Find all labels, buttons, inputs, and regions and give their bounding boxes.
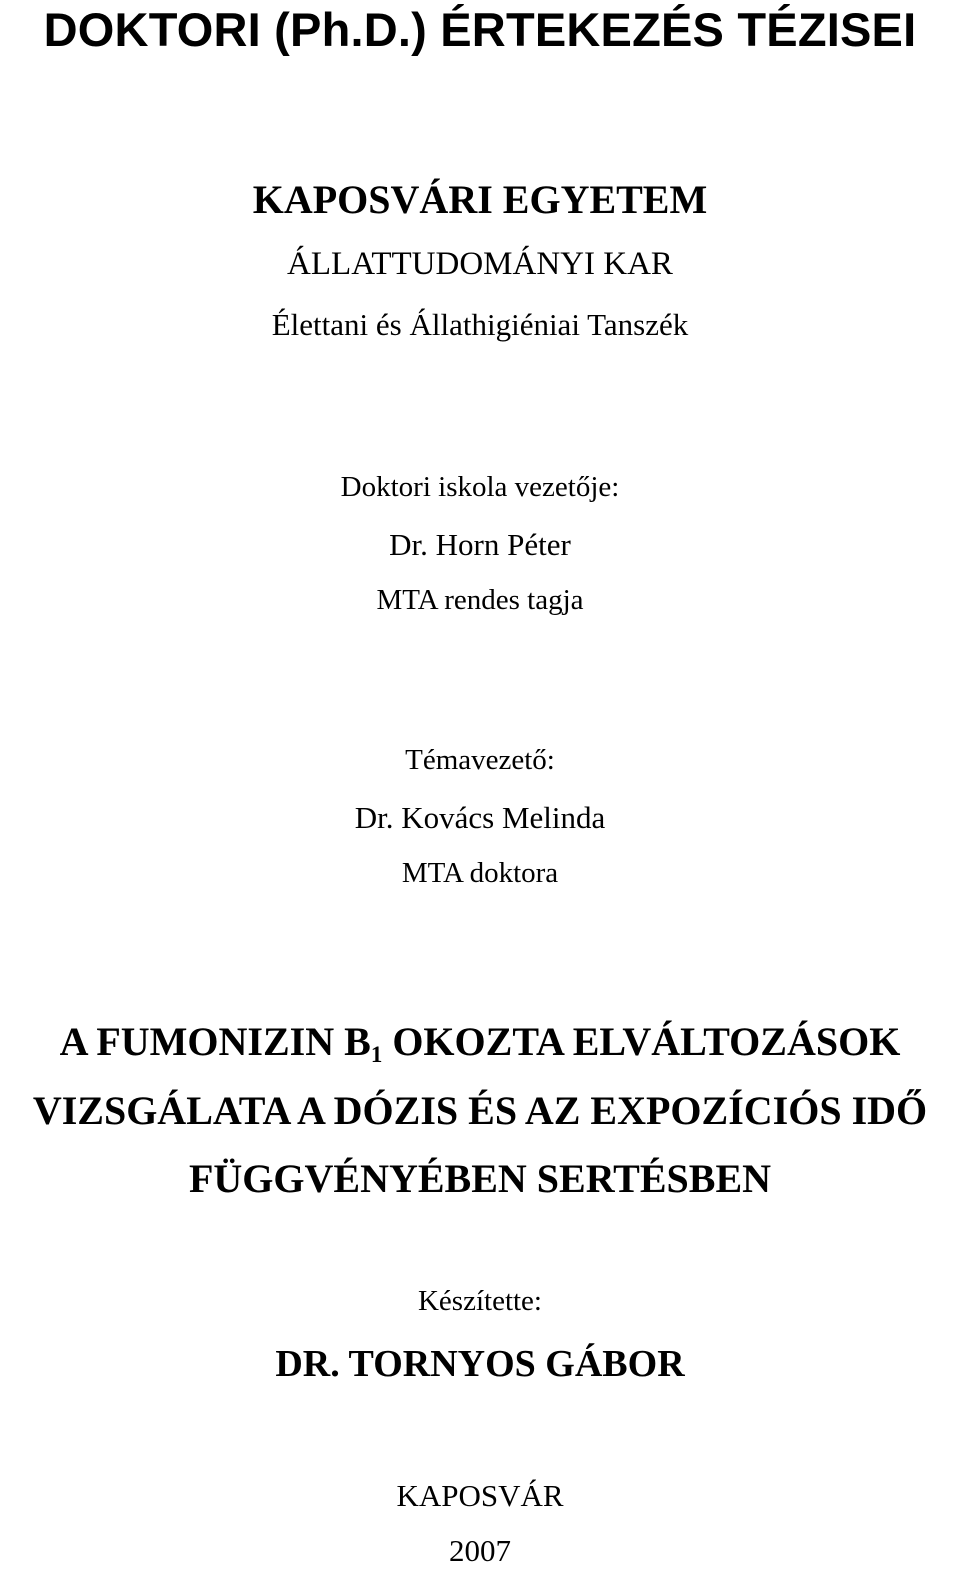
thesis-title-line-1 — [0, 1019, 960, 1067]
year: 2007 — [449, 1533, 511, 1568]
supervisor-title: MTA doktora — [401, 857, 559, 889]
city: KAPOSVÁR — [396, 1478, 564, 1513]
university-name: KAPOSVÁRI EGYETEM — [252, 177, 708, 222]
thesis-title-line-2: VIZSGÁLATA A DÓZIS ÉS AZ EXPOZÍCIÓS IDŐ — [32, 1088, 928, 1133]
department-name: Élettani és Állathigiéniai Tanszék — [271, 307, 689, 342]
supervisor-name: Dr. Kovács Melinda — [354, 800, 606, 835]
faculty-name: ÁLLATTUDOMÁNYI KAR — [287, 246, 673, 282]
school-head-label: Doktori iskola vezetője: — [340, 471, 620, 503]
thesis-title-line-1-start: A FUMONIZIN B — [59, 1019, 371, 1064]
document-header-title: DOKTORI (Ph.D.) ÉRTEKEZÉS TÉZISEI — [43, 3, 917, 56]
author-name: DR. TORNYOS GÁBOR — [275, 1343, 685, 1385]
school-head-name: Dr. Horn Péter — [389, 527, 571, 562]
supervisor-label: Témavezető: — [405, 744, 555, 776]
author-label: Készítette: — [417, 1285, 542, 1317]
thesis-title-subscript: 1 — [370, 1042, 383, 1067]
thesis-title-line-3: FÜGGVÉNYÉBEN SERTÉSBEN — [188, 1156, 772, 1201]
thesis-title-line-1-end: OKOZTA ELVÁLTOZÁSOK — [382, 1019, 901, 1064]
school-head-title: MTA rendes tagja — [376, 584, 584, 616]
